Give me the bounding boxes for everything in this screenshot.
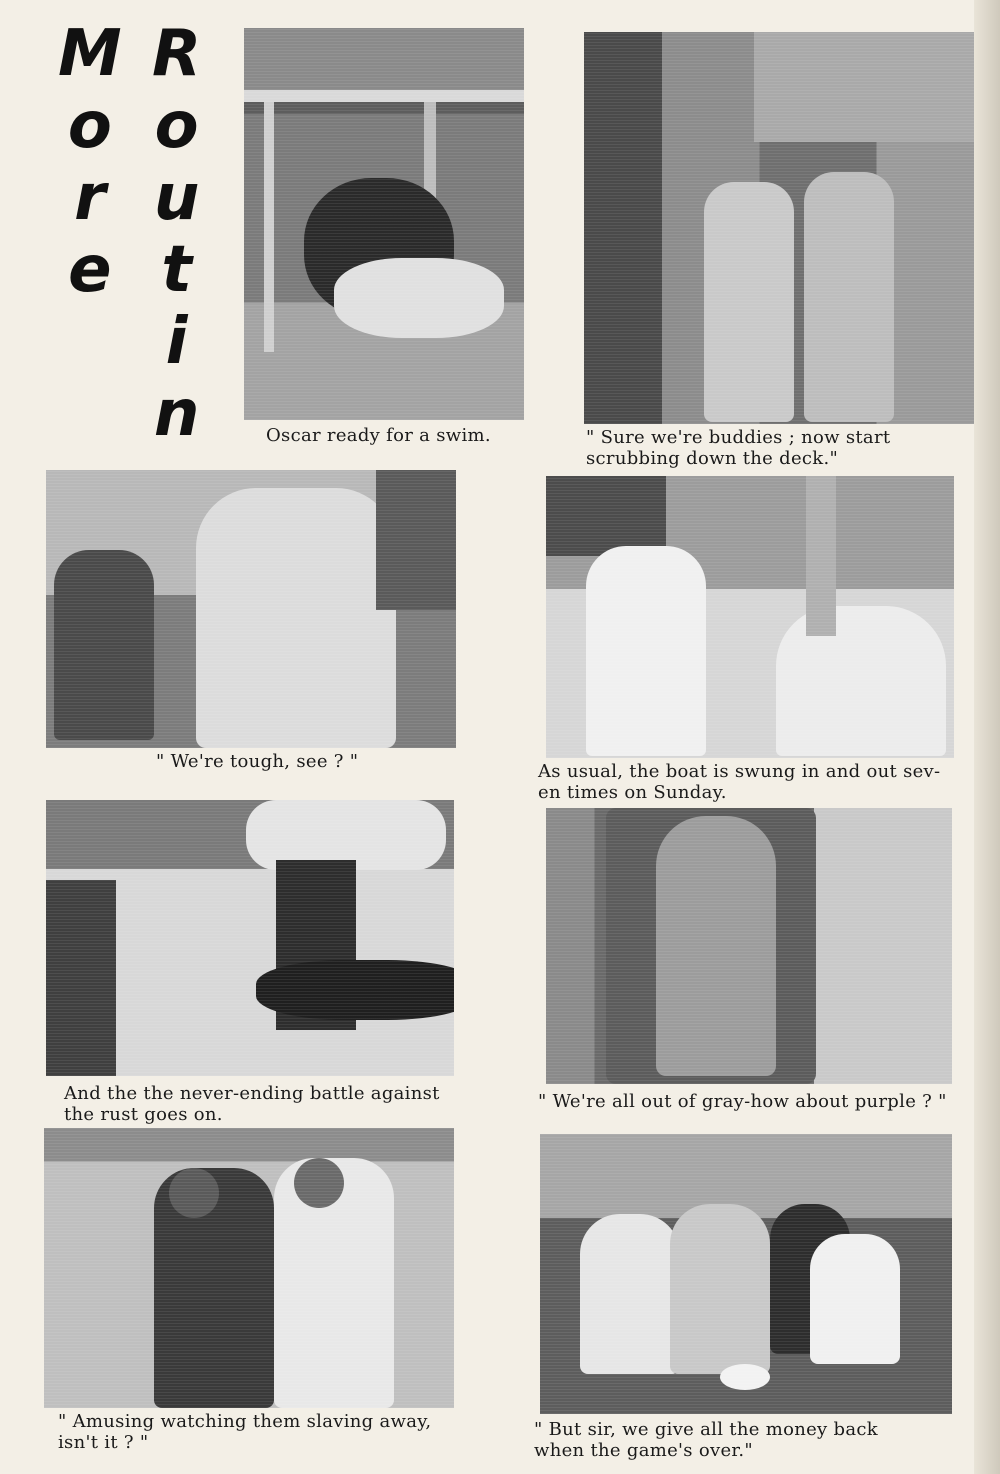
caption-game	[534, 1420, 878, 1461]
photo-purple	[546, 808, 952, 1084]
photo-tough	[46, 470, 456, 748]
caption-line: " Amusing watching them slaving away,	[58, 1411, 432, 1432]
caption-line: isn't it ? "	[58, 1431, 149, 1453]
caption-amusing	[58, 1412, 431, 1453]
page-edge	[974, 0, 1000, 1474]
title-routine	[152, 17, 202, 526]
title-letter: o	[67, 89, 112, 163]
photo-game	[540, 1134, 952, 1414]
title-letter: t	[161, 233, 192, 307]
caption-boat	[538, 762, 940, 803]
photo-amusing	[44, 1128, 454, 1408]
caption-line: en times on Sunday.	[538, 781, 727, 803]
caption-line: As usual, the boat is swung in and out sev-	[538, 761, 941, 782]
caption-buddies	[586, 428, 890, 469]
caption-line: scrubbing down the deck."	[586, 447, 839, 469]
title-letter: e	[68, 233, 112, 307]
title-letter: r	[74, 161, 106, 235]
caption-line: And the the never-ending battle against	[64, 1083, 440, 1104]
caption-line: " But sir, we give all the money back	[534, 1419, 878, 1440]
title-letter: u	[153, 161, 200, 235]
caption-line: the rust goes on.	[64, 1103, 223, 1125]
caption-line: " Sure we're buddies ; now start	[586, 427, 891, 448]
caption-tough: " We're tough, see ? "	[156, 751, 359, 772]
title-letter: i	[165, 305, 188, 379]
photo-buddies	[584, 32, 974, 424]
title-letter: R	[152, 17, 202, 91]
title-letter: n	[153, 377, 200, 451]
photo-rust	[46, 800, 454, 1076]
photo-oscar	[244, 28, 524, 420]
title-letter: M	[58, 17, 122, 91]
caption-purple: " We're all out of gray-how about purple ? "	[538, 1091, 947, 1112]
caption-rust	[64, 1084, 440, 1125]
caption-oscar: Oscar ready for a swim.	[266, 425, 491, 446]
photo-boat	[546, 476, 954, 758]
caption-line: when the game's over."	[534, 1439, 753, 1461]
title-letter: o	[154, 89, 199, 163]
title-more	[58, 17, 122, 310]
